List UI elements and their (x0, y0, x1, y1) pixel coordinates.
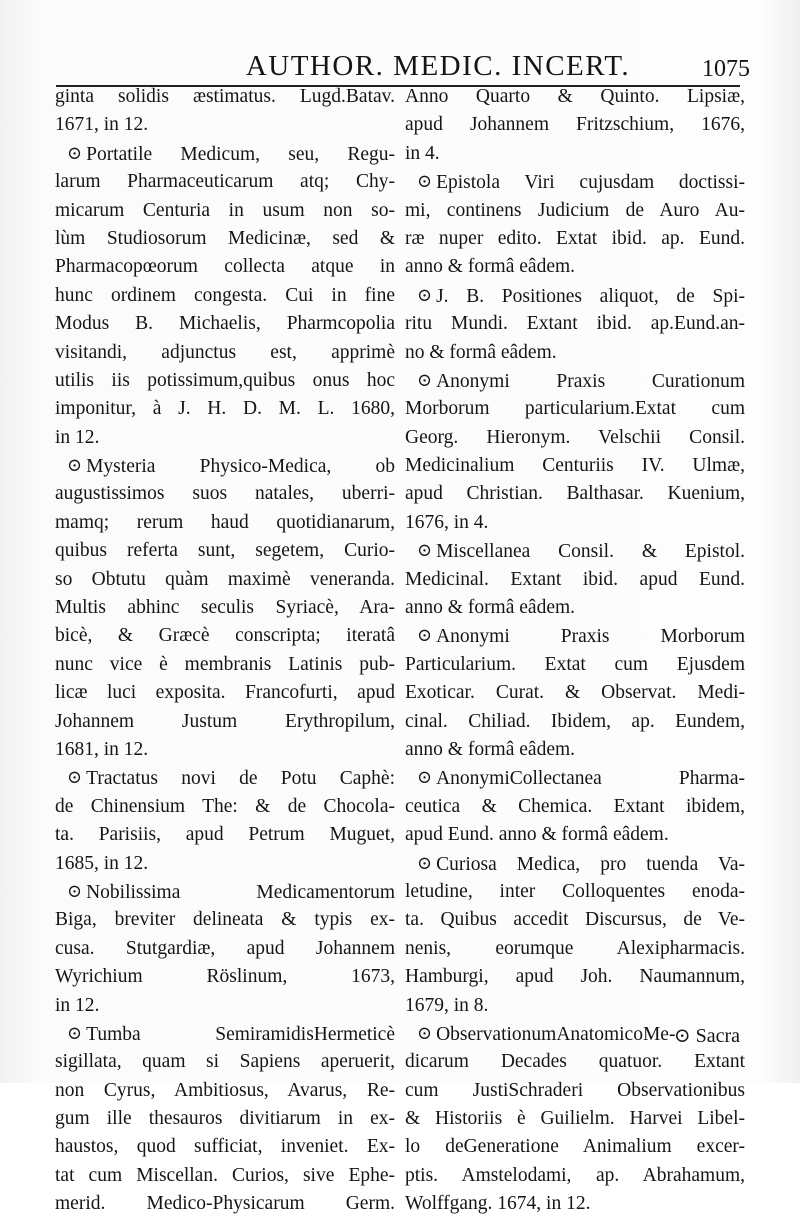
text-line (405, 111, 745, 139)
text-line (405, 480, 745, 508)
text-line (55, 83, 395, 111)
text-line (55, 764, 395, 792)
text-line (55, 452, 395, 480)
line-text: Wyrichium Röslinum, 1673, (55, 966, 395, 988)
line-text: ræ nuper edito. Extat ibid. ap. Eund. (405, 227, 745, 249)
text-line (55, 111, 395, 139)
text-line (55, 850, 395, 878)
text-line (55, 225, 395, 253)
text-line (405, 992, 745, 1020)
text-line (55, 1020, 395, 1048)
entry-mark-icon: ⊙ (417, 171, 433, 192)
line-text: Wolffgang. 1674, in 12. (405, 1193, 591, 1215)
text-line (405, 679, 745, 707)
text-line (55, 1077, 395, 1105)
line-text: dicarum Decades quatuor. Extant (405, 1051, 745, 1073)
text-line (55, 1133, 395, 1161)
text-line (405, 197, 745, 225)
text-line (55, 253, 395, 281)
text-line (405, 622, 745, 650)
line-text: Curiosa Medica, pro tuenda Va- (436, 853, 745, 875)
text-line (55, 537, 395, 565)
text-line (405, 225, 745, 253)
text-line (405, 537, 745, 565)
text-line (55, 651, 395, 679)
line-text: Nobilissima Medicamentorum (86, 881, 395, 903)
text-line (405, 821, 745, 849)
line-text: nunc vice è membranis Latinis pub- (55, 653, 395, 675)
text-line (55, 594, 395, 622)
text-line (55, 197, 395, 225)
text-line (405, 140, 745, 168)
line-text: cusa. Stutgardiæ, apud Johannem (55, 937, 395, 959)
line-text: Epistola Viri cujusdam doctissi- (436, 172, 745, 194)
line-text: anno & formâ eâdem. (405, 738, 576, 760)
text-line (405, 339, 745, 367)
text-line (405, 83, 745, 111)
line-text: mi, continens Judicium de Auro Au- (405, 199, 745, 221)
text-line (55, 736, 395, 764)
line-text: Particularium. Extat cum Ejusdem (405, 653, 745, 675)
text-line (405, 1162, 745, 1190)
line-text: 1685, in 12. (55, 852, 149, 874)
text-line (55, 424, 395, 452)
line-text: Pharmacopœorum collecta atque in (55, 256, 395, 278)
line-text: anno & formâ eâdem. (405, 597, 576, 619)
line-text: apud Eund. anno & formâ eâdem. (405, 824, 669, 846)
line-text: ginta solidis æstimatus. Lugd.Batav. (55, 86, 395, 107)
line-text: gum ille thesauros divitiarum in ex- (55, 1108, 395, 1130)
text-line (405, 310, 745, 338)
line-text: Tractatus novi de Potu Caphè: (86, 768, 395, 790)
text-line (55, 339, 395, 367)
line-text: mamq; rerum haud quotidianarum, (55, 511, 395, 533)
left-column (55, 83, 395, 1219)
line-text: cum JustiSchraderi Observationibus (405, 1079, 745, 1101)
line-text: in 4. (405, 142, 440, 164)
line-text: Morborum particularium.Extat cum (405, 398, 745, 420)
text-line (405, 1048, 745, 1076)
text-line (405, 850, 745, 878)
entry-mark-icon: ⊙ (417, 540, 433, 561)
line-text: Anno Quarto & Quinto. Lipsiæ, (405, 86, 745, 107)
line-text: Biga, breviter delineata & typis ex- (55, 909, 395, 931)
line-text: so Obtutu quàm maximè veneranda. (55, 568, 395, 590)
line-text: anno & formâ eâdem. (405, 256, 576, 278)
text-line (405, 708, 745, 736)
line-text: ceutica & Chemica. Extant ibidem, (405, 795, 745, 817)
text-line (405, 963, 745, 991)
text-line (55, 906, 395, 934)
line-text: haustos, quod sufficiat, inveniet. Ex- (55, 1136, 395, 1158)
entry-mark-icon: ⊙ (417, 625, 433, 646)
text-line (405, 424, 745, 452)
line-text: augustissimos suos natales, uberri- (55, 483, 395, 505)
line-text: Anonymi Praxis Curationum (436, 370, 745, 392)
text-line (55, 509, 395, 537)
line-text: 1681, in 12. (55, 738, 149, 760)
text-line (405, 1133, 745, 1161)
text-line (55, 168, 395, 196)
line-text: Mysteria Physico-Medica, ob (86, 456, 395, 478)
line-text: 1679, in 8. (405, 994, 489, 1016)
catchword: ⊙ Sacra (673, 1025, 740, 1047)
text-line (405, 452, 745, 480)
text-line (55, 310, 395, 338)
line-text: & Historiis è Guilielm. Harvei Libel- (405, 1108, 745, 1130)
text-line (405, 509, 745, 537)
line-text: Miscellanea Consil. & Epistol. (436, 541, 745, 563)
line-text: Exoticar. Curat. & Observat. Medi- (405, 682, 745, 704)
text-line (405, 935, 745, 963)
line-text: quibus referta sunt, segetem, Curio- (55, 540, 395, 562)
line-text: Anonymi Praxis Morborum (436, 626, 745, 648)
line-text: lo deGeneratione Animalium excer- (405, 1136, 745, 1158)
line-text: merid. Medico-Physicarum Germ. (55, 1193, 395, 1215)
entry-mark-icon: ⊙ (417, 1022, 433, 1043)
line-text: Georg. Hieronym. Velschii Consil. (405, 426, 745, 448)
line-text: imponitur, à J. H. D. M. L. 1680, (55, 398, 395, 420)
line-text: ta. Quibus accedit Discursus, de Ve- (405, 909, 745, 931)
text-line (405, 253, 745, 281)
text-line (405, 736, 745, 764)
text-line (405, 764, 745, 792)
text-line (405, 566, 745, 594)
line-text: Modus B. Michaelis, Pharmcopolia (55, 313, 395, 335)
text-line (405, 367, 745, 395)
text-line (405, 793, 745, 821)
entry-mark-icon: ⊙ (67, 1022, 83, 1043)
text-line (55, 992, 395, 1020)
text-line (55, 1190, 395, 1218)
line-text: apud Christian. Balthasar. Kuenium, (405, 483, 745, 505)
text-line (55, 793, 395, 821)
text-line (405, 168, 745, 196)
text-line (55, 1048, 395, 1076)
line-text: no & formâ eâdem. (405, 341, 557, 363)
text-line (405, 594, 745, 622)
entry-mark-icon: ⊙ (417, 369, 433, 390)
text-line (55, 395, 395, 423)
text-line (55, 821, 395, 849)
text-line (405, 878, 745, 906)
text-line (55, 679, 395, 707)
entry-mark-icon: ⊙ (417, 767, 433, 788)
line-text: nenis, eorumque Alexipharmacis. (405, 937, 745, 959)
line-text: apud Johannem Fritzschium, 1676, (405, 114, 745, 136)
line-text: letudine, inter Colloquentes enoda- (405, 880, 745, 902)
entry-mark-icon: ⊙ (417, 852, 433, 873)
line-text: 1671, in 12. (55, 114, 149, 136)
entry-mark-icon: ⊙ (67, 455, 83, 476)
running-header (50, 48, 750, 84)
text-line (55, 622, 395, 650)
line-text: tat cum Miscellan. Curios, sive Ephe- (55, 1164, 395, 1186)
text-line (405, 1077, 745, 1105)
line-text: utilis iis potissimum,quibus onus hoc (55, 369, 395, 391)
line-text: Tumba SemiramidisHermeticè (86, 1023, 395, 1045)
line-text: sigillata, quam si Sapiens aperuerit, (55, 1051, 395, 1073)
line-text: lùm Studiosorum Medicinæ, sed & (55, 227, 395, 249)
line-text: visitandi, adjunctus est, apprimè (55, 341, 395, 363)
line-text: Multis abhinc seculis Syriacè, Ara- (55, 597, 395, 619)
line-text: Medicinalium Centuriis IV. Ulmæ, (405, 455, 745, 477)
entry-mark-icon: ⊙ (67, 767, 83, 788)
text-line (405, 906, 745, 934)
running-title: AUTHOR. MEDIC. INCERT. (245, 50, 631, 82)
text-line (55, 1105, 395, 1133)
line-text: ritu Mundi. Extant ibid. ap.Eund.an- (405, 313, 745, 335)
line-text: in 12. (55, 994, 100, 1016)
entry-mark-icon: ⊙ (417, 284, 433, 305)
line-text: Portatile Medicum, seu, Regu- (86, 143, 395, 165)
text-line (405, 282, 745, 310)
line-text: hunc ordinem congesta. Cui in fine (55, 284, 395, 306)
line-text: J. B. Positiones aliquot, de Spi- (436, 285, 745, 307)
line-text: bicè, & Græcè conscripta; iteratâ (55, 625, 395, 647)
line-text: larum Pharmaceuticarum atq; Chy- (55, 171, 395, 193)
text-line (405, 1190, 745, 1218)
line-text: ptis. Amstelodami, ap. Abrahamum, (405, 1164, 745, 1186)
line-text: AnonymiCollectanea Pharma- (436, 768, 745, 790)
text-line (55, 1162, 395, 1190)
text-line (55, 963, 395, 991)
line-text: non Cyrus, Ambitiosus, Avarus, Re- (55, 1079, 395, 1101)
text-line (55, 878, 395, 906)
line-text: 1676, in 4. (405, 511, 489, 533)
text-line (405, 395, 745, 423)
line-text: Johannem Justum Erythropilum, (55, 710, 395, 732)
text-line (55, 935, 395, 963)
line-text: Medicinal. Extant ibid. apud Eund. (405, 568, 745, 590)
text-line (55, 367, 395, 395)
text-line (55, 708, 395, 736)
line-text: Hamburgi, apud Joh. Naumannum, (405, 966, 745, 988)
text-line (55, 566, 395, 594)
text-line (55, 480, 395, 508)
line-text: in 12. (55, 426, 100, 448)
line-text: de Chinensium The: & de Chocola- (55, 795, 395, 817)
line-text: ta. Parisiis, apud Petrum Muguet, (55, 824, 395, 846)
line-text: cinal. Chiliad. Ibidem, ap. Eundem, (405, 710, 745, 732)
entry-mark-icon: ⊙ (67, 880, 83, 901)
text-line (405, 1105, 745, 1133)
text-line (55, 140, 395, 168)
text-line (405, 651, 745, 679)
entry-mark-icon: ⊙ (67, 142, 83, 163)
line-text: micarum Centuria in usum non so- (55, 199, 395, 221)
line-text: licæ luci exposita. Francofurti, apud (55, 682, 395, 704)
line-text: ObservationumAnatomicoMe- (436, 1023, 676, 1045)
text-line (55, 282, 395, 310)
page-number: 1075 (702, 56, 750, 82)
